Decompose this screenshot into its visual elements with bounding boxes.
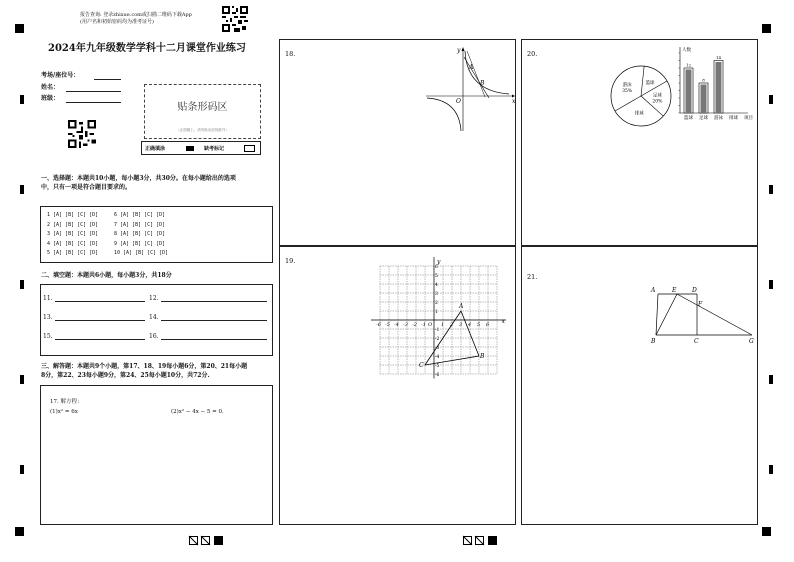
timing-mark xyxy=(769,375,773,384)
x-tick-label: -4 xyxy=(394,322,399,328)
section2-heading: 二、填空题：本题共6小题，每小题3分，共18分 xyxy=(41,272,172,279)
timing-mark xyxy=(20,280,24,289)
name-field[interactable] xyxy=(66,91,121,92)
choice-column-right xyxy=(114,211,168,259)
blank-field-13[interactable] xyxy=(55,320,145,321)
choice-row-6[interactable]: 6 [A] [B] [C] [D] xyxy=(114,212,166,218)
q17-part-a: (1)x² = 6x xyxy=(50,409,78,415)
choice-row-10[interactable]: 10 [A] [B] [C] [D] xyxy=(114,250,169,256)
x-tick-label: 5 xyxy=(477,322,481,328)
bar-data-label: 12 xyxy=(685,62,692,68)
label-g: G xyxy=(749,338,754,345)
q21-geometry-figure xyxy=(650,284,765,354)
blank-field-15[interactable] xyxy=(55,339,145,340)
timing-mark xyxy=(20,185,24,194)
choice-row-3[interactable]: 3 [A] [B] [C] [D] xyxy=(47,231,99,237)
x-tick-label: 1 xyxy=(441,322,445,328)
label-x: x xyxy=(512,98,516,105)
blank-label-13: 13. xyxy=(43,314,53,321)
choice-row-8[interactable]: 8 [A] [B] [C] [D] xyxy=(114,231,166,237)
barcode-area xyxy=(144,84,261,139)
q19-answer-box[interactable] xyxy=(279,246,516,525)
label-x: x xyxy=(501,318,505,325)
q18-answer-box[interactable] xyxy=(279,39,516,246)
bar-fill-足球 xyxy=(701,85,707,114)
q18-graph xyxy=(423,43,523,133)
bar-y-label: 人数 xyxy=(682,48,691,53)
section3-heading-2: 8分，第22、23每小题9分，第24、25每小题10分，共72分. xyxy=(41,372,210,379)
notice-line-2: (用户名和初始密码均为准考证号) xyxy=(80,19,154,25)
x-tick-label: 4 xyxy=(468,322,472,328)
label-y: y xyxy=(437,258,441,266)
x-tick-label: -3 xyxy=(403,322,408,328)
y-tick-label: -6 xyxy=(435,373,440,378)
timing-mark xyxy=(20,465,24,474)
class-label: 班级： xyxy=(41,95,60,102)
pie-slice-label: 排球 xyxy=(634,111,644,117)
blank-label-16: 16. xyxy=(149,333,159,340)
y-tick-label: -1 xyxy=(435,328,440,333)
segment-ab xyxy=(656,294,658,335)
blank-label-14: 14. xyxy=(149,314,159,321)
y-tick-label: -5 xyxy=(435,364,440,369)
choice-row-2[interactable]: 2 [A] [B] [C] [D] xyxy=(47,221,99,228)
line-ab-2 xyxy=(467,51,485,97)
y-tick-label: 5 xyxy=(435,274,438,279)
absent-checkbox[interactable] xyxy=(244,145,255,152)
pie-slice-label: 游泳 xyxy=(622,83,632,89)
label-a: A xyxy=(459,303,464,310)
blank-field-11[interactable] xyxy=(55,301,145,302)
timing-mark xyxy=(769,95,773,104)
bar-fill-游泳 xyxy=(716,62,722,113)
x-tick-label: -6 xyxy=(376,322,381,328)
download-qr-code xyxy=(222,6,248,32)
fill-blank-box xyxy=(40,284,273,356)
x-tick-label: -1 xyxy=(421,322,426,328)
y-tick-label: 1 xyxy=(435,310,438,315)
pie-slice-label: 35% xyxy=(622,89,633,95)
segment-eb xyxy=(656,294,677,335)
q19-grid-graph xyxy=(377,254,512,384)
bar-category-label: 篮球 xyxy=(684,116,693,121)
timing-mark xyxy=(769,465,773,474)
pie-slice-label: 足球 xyxy=(652,93,662,99)
q17-part-b: (2)x² − 4x − 5 = 0. xyxy=(171,409,224,415)
timing-mark xyxy=(20,375,24,384)
bar-data-label: 8 xyxy=(702,77,705,83)
blank-field-16[interactable] xyxy=(161,339,267,340)
exam-seat-field[interactable] xyxy=(94,79,121,80)
q20-bar-chart xyxy=(662,43,752,123)
timing-mark xyxy=(769,280,773,289)
q20-number: 20. xyxy=(527,50,538,58)
bar-category-label: 游泳 xyxy=(714,116,723,121)
q17-label: 17. 解方程： xyxy=(50,399,83,405)
pie-slice-label: 篮球 xyxy=(645,81,655,87)
y-tick-label: 4 xyxy=(435,283,438,288)
choice-row-5[interactable]: 5 [A] [B] [C] [D] xyxy=(47,250,99,256)
pie-slice-label: 20% xyxy=(652,99,663,105)
x-tick-label: 6 xyxy=(486,322,490,328)
absent-label: 缺考标记 xyxy=(204,146,225,152)
q21-answer-box[interactable] xyxy=(521,246,758,525)
y-tick-label: -2 xyxy=(435,337,440,342)
y-axis-arrow xyxy=(462,47,465,51)
label-o: O xyxy=(456,98,461,105)
barcode-hint: （正面朝上，请勿贴出虚线框外） xyxy=(176,128,229,132)
choice-row-7[interactable]: 7 [A] [B] [C] [D] xyxy=(114,221,166,228)
class-field[interactable] xyxy=(66,102,121,103)
label-c: C xyxy=(419,362,424,369)
x-tick-label: -2 xyxy=(412,322,417,328)
choice-answer-box xyxy=(40,206,273,263)
label-f: F xyxy=(698,301,703,308)
bar-category-label: 项目 xyxy=(744,116,753,121)
name-label: 姓名： xyxy=(41,84,60,91)
label-b: B xyxy=(651,338,656,345)
y-tick-label: 3 xyxy=(435,292,438,297)
label-b: B xyxy=(480,353,485,360)
bar-data-label: 14 xyxy=(715,55,722,60)
q18-number: 18. xyxy=(285,50,296,58)
barcode-title: 贴条形码区 xyxy=(177,102,228,113)
corner-mark-tl xyxy=(15,24,24,33)
blank-label-15: 15. xyxy=(43,333,53,340)
y-tick-label: 6 xyxy=(435,265,438,270)
corner-mark-br xyxy=(762,527,771,536)
bar-category-label: 排球 xyxy=(729,116,738,121)
correct-fill-sample xyxy=(186,146,194,151)
page-title: 2024年九年级数学学科十二月课堂作业练习 xyxy=(48,43,246,54)
label-b: B xyxy=(480,80,485,87)
blank-label-11: 11. xyxy=(43,295,53,302)
timing-mark xyxy=(20,95,24,104)
y-tick-label: -4 xyxy=(435,355,440,360)
label-c: C xyxy=(694,338,699,345)
x-tick-label: 2 xyxy=(450,322,454,328)
corner-mark-tr xyxy=(762,24,771,33)
label-d: D xyxy=(692,287,697,294)
exam-seat-label: 考场/座位号： xyxy=(41,72,80,79)
corner-mark-bl xyxy=(15,527,24,536)
timing-mark xyxy=(769,185,773,194)
bar-category-label: 足球 xyxy=(699,116,708,121)
notice-line-1: 报告查询: 登录zhixue.com或扫描二维码下载App xyxy=(80,12,192,18)
choice-row-9[interactable]: 9 [A] [B] [C] [D] xyxy=(114,240,166,247)
student-qr-code xyxy=(68,120,96,148)
section1-heading-2: 中，只有一项是符合题目要求的。 xyxy=(41,184,132,191)
blank-field-12[interactable] xyxy=(161,301,267,302)
y-tick-label: -3 xyxy=(435,346,440,351)
page-mark-group xyxy=(463,530,503,549)
q19-number: 19. xyxy=(285,257,296,265)
blank-field-14[interactable] xyxy=(161,320,267,321)
correct-fill-label: 正确填涂 xyxy=(145,146,166,152)
label-e: E xyxy=(672,287,677,294)
choice-row-4[interactable]: 4 [A] [B] [C] [D] xyxy=(47,240,99,247)
x-tick-label: -5 xyxy=(385,322,390,328)
bar-fill-篮球 xyxy=(686,70,692,114)
segment-eg xyxy=(677,294,752,335)
q17-answer-box[interactable] xyxy=(40,385,273,525)
line-ab xyxy=(464,57,489,98)
section1-heading-1: 一、选择题：本题共10小题，每小题3分，共30分。在每小题给出的选项 xyxy=(41,175,236,182)
y-tick-label: 2 xyxy=(435,301,438,306)
label-a: A xyxy=(469,64,474,71)
page-mark-group xyxy=(189,530,229,549)
fill-legend xyxy=(141,141,261,155)
hyperbola-branch-1 xyxy=(465,51,509,94)
q20-answer-box[interactable] xyxy=(521,39,758,246)
blank-label-12: 12. xyxy=(149,295,159,302)
label-y: y xyxy=(457,47,461,54)
section3-heading-1: 三、解答题：本题共9个小题，第17、18、19每小题6分，第20、21每小题 xyxy=(41,363,248,370)
choice-row-1[interactable]: 1 [A] [B] [C] [D] xyxy=(47,212,99,218)
choice-column-left xyxy=(47,211,98,259)
q21-number: 21. xyxy=(527,273,538,281)
x-tick-label: O xyxy=(428,322,433,328)
x-tick-label: 3 xyxy=(459,322,463,328)
label-a: A xyxy=(651,287,656,294)
